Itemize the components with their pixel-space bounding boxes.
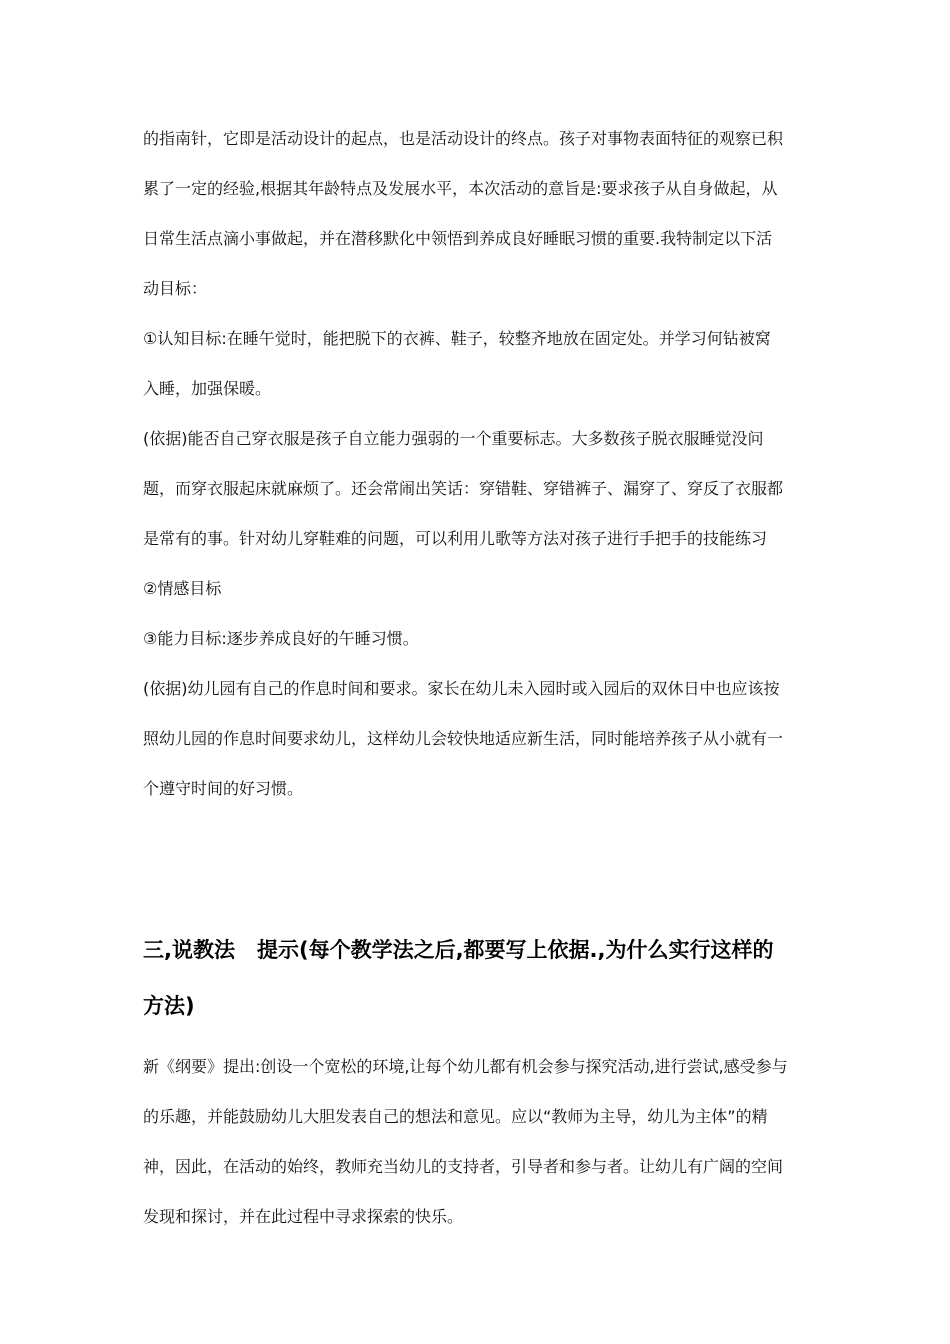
paragraph-line: 的指南针，它即是活动设计的起点，也是活动设计的终点。孩子对事物表面特征的观察已积	[143, 129, 784, 148]
section-spacer	[143, 814, 811, 914]
goals-section	[143, 114, 811, 814]
paragraph-line: 日常生活点滴小事做起，并在潜移默化中领悟到养成良好睡眠习惯的重要.我特制定以下活	[143, 229, 773, 248]
heading-hint: 提示(每个教学法之后,都要写上依据.,为什么实行这样的	[256, 938, 774, 962]
heading-line-2: 方法)	[143, 994, 195, 1018]
paragraph-line: 动目标：	[143, 279, 208, 298]
paragraph-line: 的乐趣，并能鼓励幼儿大胆发表自己的想法和意见。应以“教师为主导，幼儿为主体”的精	[143, 1107, 768, 1126]
paragraph-line: 照幼儿园的作息时间要求幼儿，这样幼儿会较快地适应新生活，同时能培养孩子从小就有一	[143, 729, 784, 748]
paragraph-line: 题，而穿衣服起床就麻烦了。还会常闹出笑话：穿错鞋、穿错裤子、漏穿了、穿反了衣服都	[143, 479, 784, 498]
paragraph-line: 累了一定的经验,根据其年龄特点及发展水平，本次活动的意旨是:要求孩子从自身做起，从	[143, 179, 778, 198]
document-body	[143, 114, 811, 1242]
paragraph-line: 神，因此，在活动的始终，教师充当幼儿的支持者，引导者和参与者。让幼儿有广阔的空间	[143, 1157, 784, 1176]
ability-goal-line: ③能力目标:逐步养成良好的午睡习惯。	[143, 629, 419, 648]
heading-line-1	[143, 922, 811, 978]
paragraph-line: 发现和探讨，并在此过程中寻求探索的快乐。	[143, 1207, 464, 1226]
methods-section	[143, 1042, 811, 1242]
paragraph-line: 个遵守时间的好习惯。	[143, 779, 304, 798]
basis-paragraph-line: (依据)能否自己穿衣服是孩子自立能力强弱的一个重要标志。大多数孩子脱衣服睡觉没问	[143, 429, 764, 448]
methods-heading	[143, 922, 811, 1034]
paragraph-line: 入睡，加强保暖。	[143, 379, 272, 398]
paragraph-line: 是常有的事。针对幼儿穿鞋难的问题，可以利用儿歌等方法对孩子进行手把手的技能练习	[143, 529, 768, 548]
basis-paragraph-line: (依据)幼儿园有自己的作息时间和要求。家长在幼儿未入园时或入园后的双休日中也应该按	[143, 679, 780, 698]
emotional-goal-line: ②情感目标	[143, 579, 222, 598]
heading-number-title: 三,说教法	[143, 938, 235, 962]
paragraph-line: 新《纲要》提出:创设一个宽松的环境,让每个幼儿都有机会参与探究活动,进行尝试,感受参与	[143, 1057, 788, 1076]
cognitive-goal-line: ①认知目标:在睡午觉时，能把脱下的衣裤、鞋子，较整齐地放在固定处。并学习何钻被窝	[143, 329, 771, 348]
